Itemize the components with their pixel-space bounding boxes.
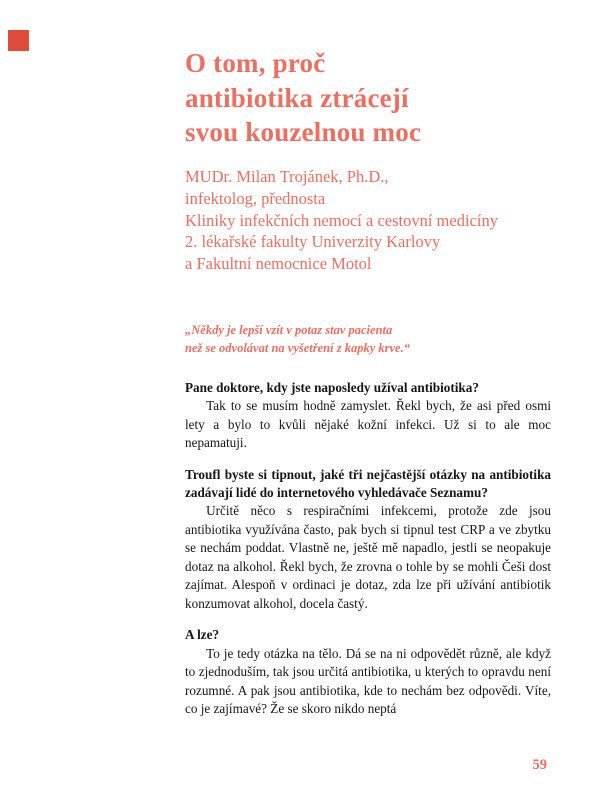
quote-line-1: „Někdy je lepší vzít v potaz stav pacienta [185,323,393,338]
qa-item [185,626,551,718]
interview-answer: Tak to se musím hodně zamyslet. Řekl bych, že asi před osmi lety a bylo to kvůli nějaké kožní infekci. Už si to ale moc nepamatuji. [185,398,551,451]
title-line-2: antibiotika ztrácejí [185,82,409,113]
author-block [185,166,551,276]
author-line-1: MUDr. Milan Trojánek, Ph.D., [185,166,389,186]
qa-item [185,379,551,453]
interview-body [185,379,551,719]
interview-question: Troufl byste si tipnout, jaké tři nejčastější otázky na antibiotika zadávají lidé do internetového vyhledávače Seznamu? [185,466,551,500]
title-line-3: svou kouzelnou moc [185,117,422,148]
quote-line-2: než se odvolávat na vyšetření z kapky krve.“ [185,341,410,356]
corner-square-decoration [8,30,29,51]
title-line-1: O tom, proč [185,48,326,78]
interview-answer: To je tedy otázka na tělo. Dá se na ni odpovědět různě, ale když to zjednoduším, tak jsou určitá antibiotika, u kterých to opravdu není rozumné. A pak jsou antibiotika, kde to nechám bez odpovědi. Víte, co je zajímavé? Že se skoro nikdo neptá [185,645,551,717]
author-line-3: Kliniky infekčních nemocí a cestovní medicíny [185,210,498,230]
author-line-4: 2. lékařské fakulty Univerzity Karlovy [185,232,441,252]
interview-question: A lze? [185,627,220,643]
pull-quote [185,321,551,357]
page-title [185,46,551,150]
page-number: 59 [532,757,547,773]
author-line-2: infektolog, přednosta [185,188,326,208]
page-content [185,46,551,732]
interview-answer: Určitě něco s respiračními infekcemi, protože zde jsou antibiotika využívána často, pak bych si tipnul test CRP a ve zbytku se nechám poddat. Vlastně ne, ještě mě napadlo, jestli se neopakuje dotaz na alkohol. Řekl bych, že zrovna o tohle by se mohli Češi dost zajímat. Alespoň v ordinaci je dotaz, zda lze při užívání antibiotik konzumovat alkohol, docela častý. [185,503,551,611]
qa-item [185,466,551,614]
interview-question: Pane doktore, kdy jste naposledy užíval antibiotika? [185,379,479,395]
author-line-5: a Fakultní nemocnice Motol [185,254,372,274]
